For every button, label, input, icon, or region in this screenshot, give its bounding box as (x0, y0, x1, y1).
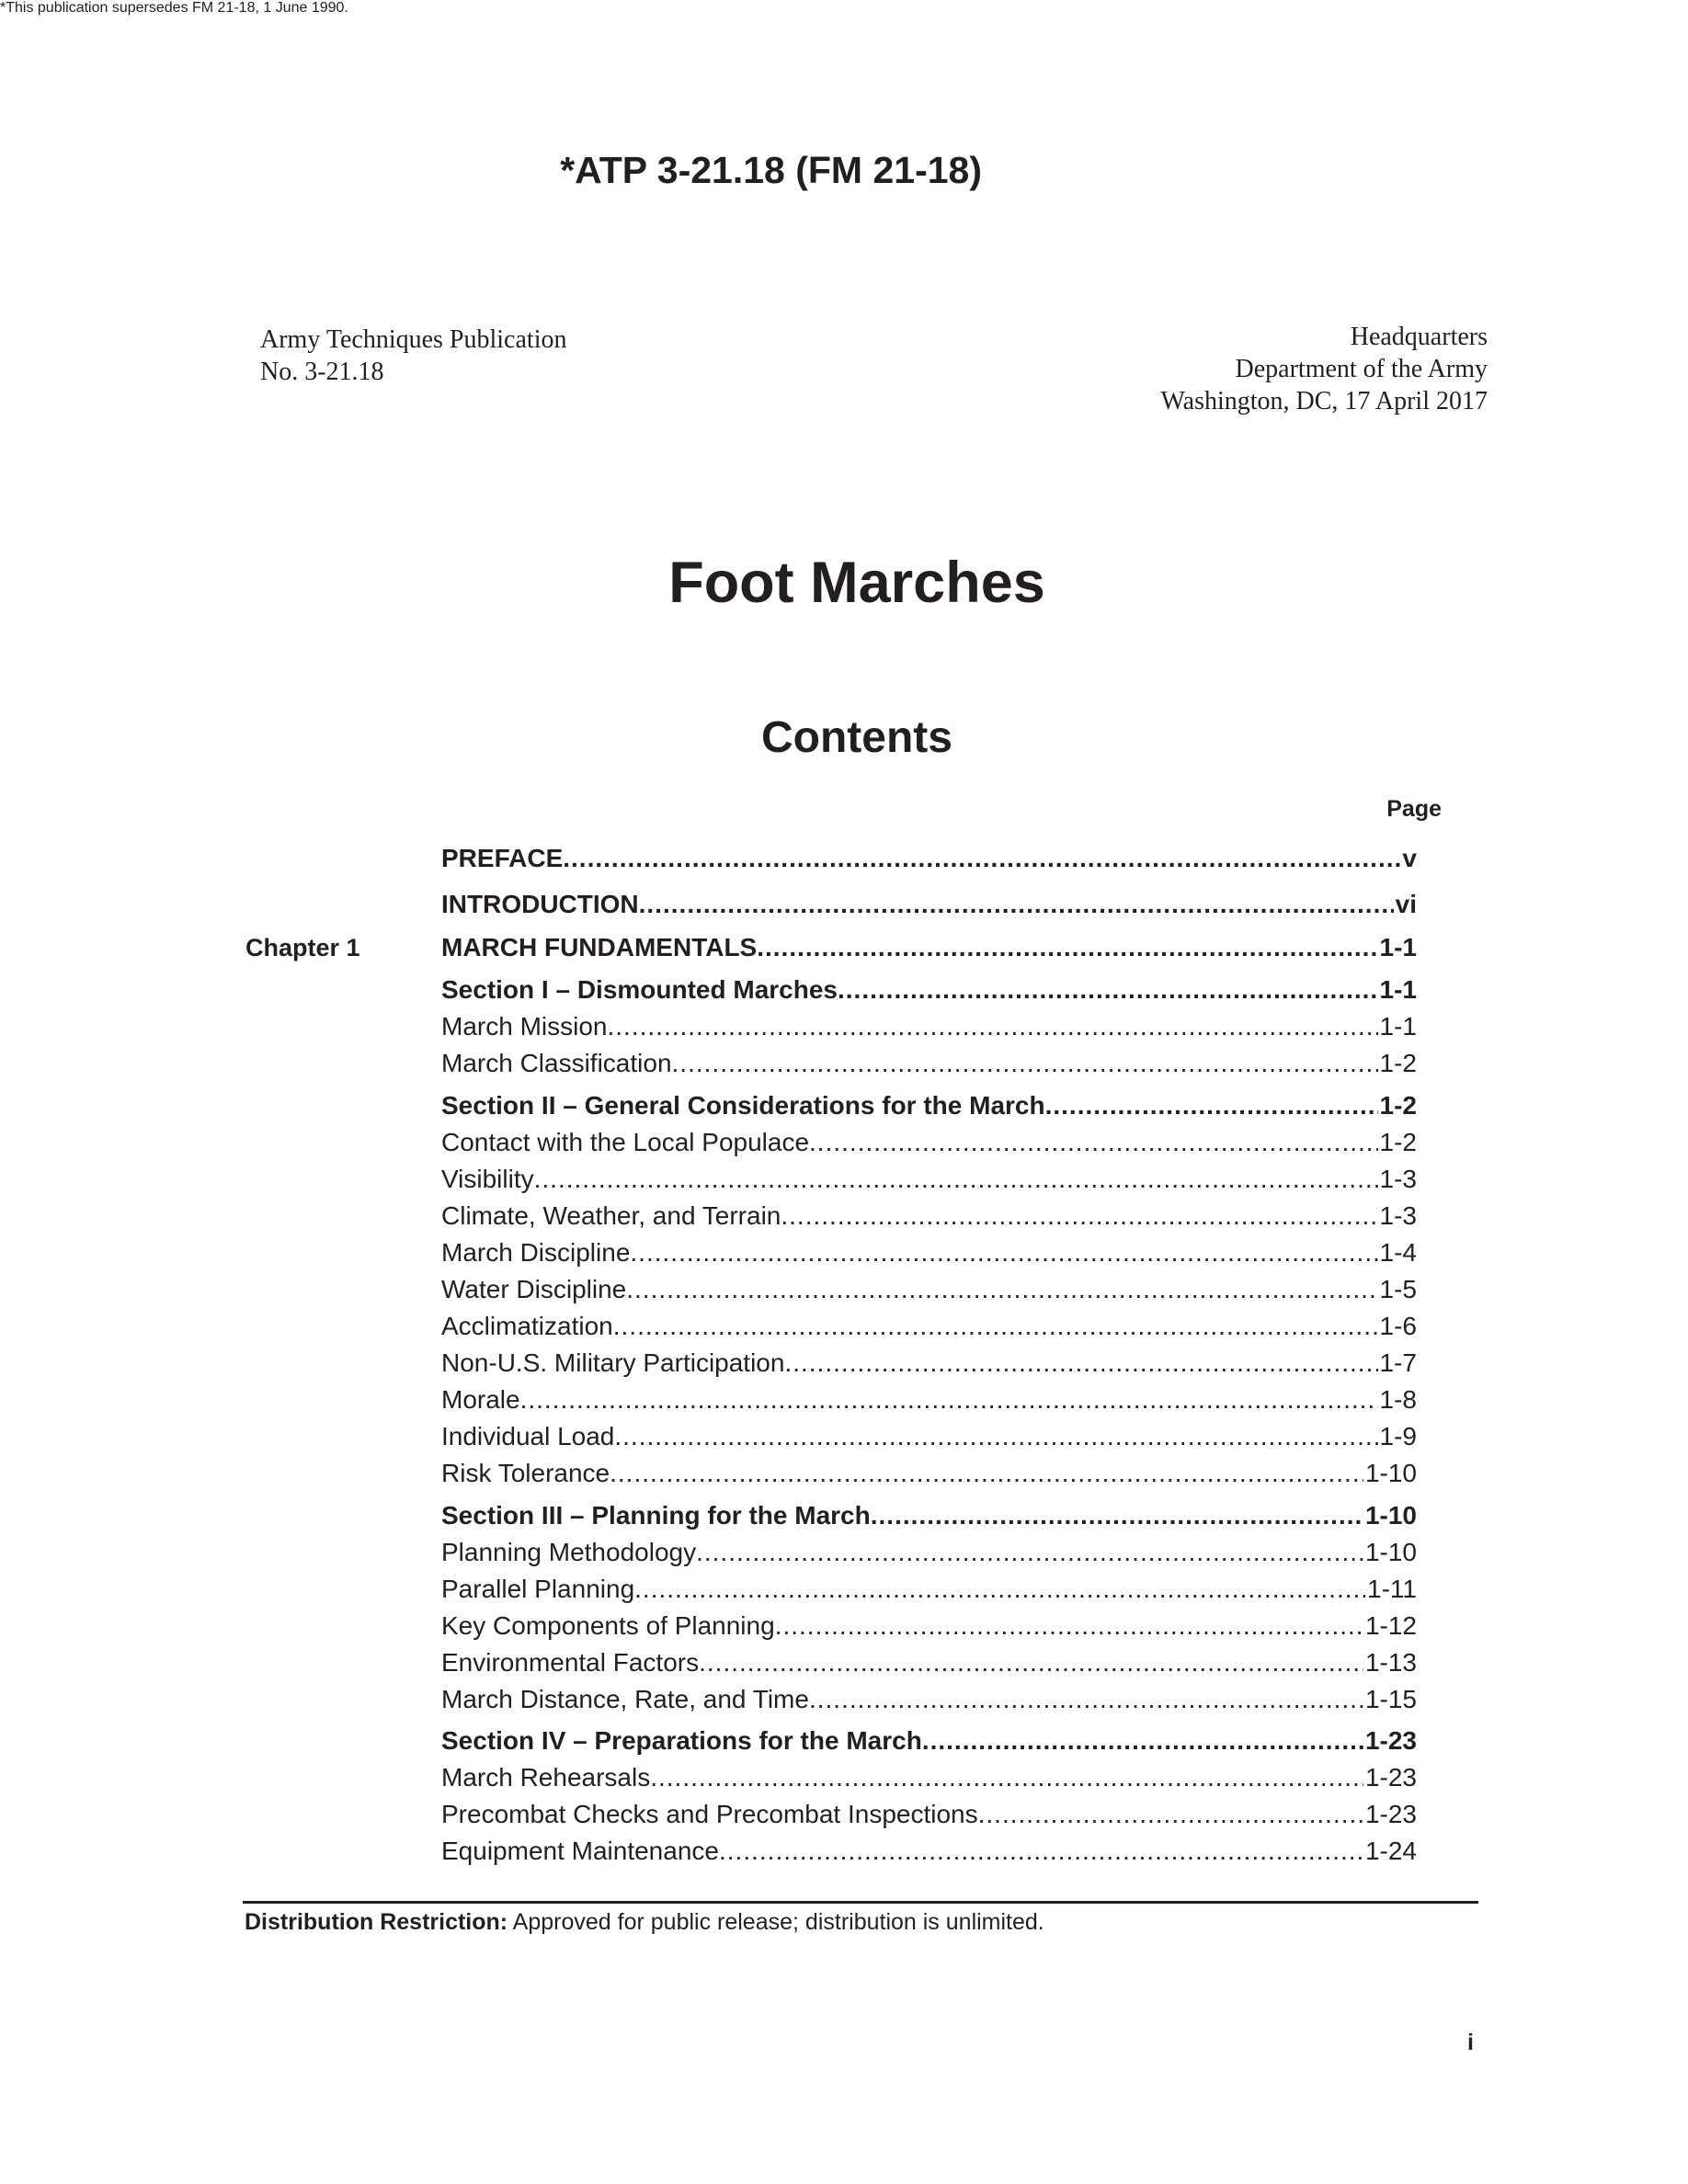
toc-entry-label: Water Discipline (441, 1275, 627, 1303)
dot-leader (757, 929, 1377, 966)
toc-entry-label: Section III – Planning for the March (441, 1501, 871, 1530)
page-number: i (1467, 2030, 1474, 2055)
toc-entry-page: 1-2 (1379, 1091, 1417, 1120)
dot-leader (719, 1833, 1363, 1870)
toc-entry-page: 1-5 (1379, 1275, 1417, 1303)
dot-leader (775, 1608, 1363, 1644)
toc-entry[interactable] (441, 1045, 1417, 1082)
dot-leader (809, 1124, 1378, 1161)
dot-leader (626, 1271, 1377, 1308)
toc-entry-page: 1-11 (1367, 1575, 1417, 1603)
toc-entry-label: Equipment Maintenance (441, 1837, 719, 1865)
toc-entry-label: Section II – General Considerations for the March (441, 1091, 1045, 1120)
toc-entry[interactable] (441, 1723, 1417, 1759)
dot-leader (1045, 1087, 1378, 1124)
toc-entry[interactable] (441, 1087, 1417, 1124)
dot-leader (534, 1161, 1378, 1198)
toc-entry[interactable] (441, 972, 1417, 1008)
toc-entry-page: 1-13 (1364, 1648, 1417, 1677)
toc-entry-label: MARCH FUNDAMENTALS (441, 933, 758, 961)
toc-entry-page: 1-10 (1364, 1501, 1417, 1530)
toc-entry[interactable] (441, 1271, 1417, 1308)
toc-entry-label: Precombat Checks and Precombat Inspections (441, 1800, 978, 1828)
dot-leader (838, 972, 1378, 1008)
toc-entry-label: Section I – Dismounted Marches (441, 975, 838, 1004)
dot-leader (614, 1418, 1377, 1455)
toc-entry[interactable] (441, 1124, 1417, 1161)
dot-leader (607, 1008, 1377, 1045)
dot-leader (630, 1234, 1377, 1271)
toc-entry-page: v (1402, 844, 1417, 872)
footer-divider (243, 1901, 1478, 1904)
dot-leader (696, 1534, 1363, 1571)
toc-entry[interactable] (441, 1534, 1417, 1571)
toc-entry-label: March Mission (441, 1012, 608, 1041)
dot-leader (781, 1198, 1377, 1234)
toc-entry[interactable] (441, 1198, 1417, 1234)
toc-entry-label: March Distance, Rate, and Time (441, 1685, 809, 1713)
toc-entry[interactable] (441, 1455, 1417, 1492)
toc-entry-page: 1-10 (1364, 1538, 1417, 1566)
toc-entry-page: 1-23 (1364, 1763, 1417, 1792)
toc-entry[interactable] (441, 1418, 1417, 1455)
dot-leader (809, 1681, 1363, 1718)
publication-type: Army Techniques Publication (260, 325, 567, 354)
toc-entry-page: 1-1 (1379, 975, 1417, 1004)
toc-entry[interactable] (441, 1759, 1417, 1796)
toc-entry[interactable] (441, 1497, 1417, 1534)
toc-entry[interactable] (441, 840, 1417, 877)
toc-entry[interactable] (441, 1833, 1417, 1870)
dot-leader (650, 1759, 1363, 1796)
dot-leader (520, 1382, 1378, 1418)
toc-entry[interactable] (441, 1161, 1417, 1198)
toc-entry[interactable] (441, 1308, 1417, 1345)
toc-entry-label: March Discipline (441, 1238, 631, 1267)
toc-entry-label: Climate, Weather, and Terrain (441, 1201, 781, 1230)
toc-entry-label: Planning Methodology (441, 1538, 697, 1566)
page-column-label: Page (1386, 796, 1442, 822)
toc-entry-label: Environmental Factors (441, 1648, 700, 1677)
toc-entry-page: 1-24 (1364, 1837, 1417, 1865)
toc-entry-label: Non-U.S. Military Participation (441, 1348, 785, 1377)
dot-leader (784, 1345, 1377, 1382)
toc-entry-label: March Rehearsals (441, 1763, 651, 1792)
toc-entry[interactable] (441, 1008, 1417, 1045)
chapter-label: Chapter 1 (245, 934, 360, 961)
toc-entry-page: 1-3 (1379, 1165, 1417, 1193)
document-title: Foot Marches (668, 551, 1045, 615)
toc-entry-page: vi (1395, 890, 1417, 918)
dot-leader (699, 1644, 1363, 1681)
location-date-line: Washington, DC, 17 April 2017 (1160, 387, 1488, 415)
toc-entry[interactable] (441, 1608, 1417, 1644)
toc-entry-label: Parallel Planning (441, 1575, 635, 1603)
toc-entry-label: Section IV – Preparations for the March (441, 1726, 922, 1755)
toc-entry-page: 1-4 (1379, 1238, 1417, 1267)
headquarters-line: Headquarters (1350, 323, 1488, 351)
dot-leader (634, 1571, 1365, 1608)
toc-entry-page: 1-6 (1379, 1312, 1417, 1340)
dot-leader (978, 1796, 1363, 1833)
contents-heading: Contents (761, 713, 952, 762)
toc-entry[interactable] (441, 1345, 1417, 1382)
dot-leader (610, 1455, 1363, 1492)
toc-entry-page: 1-8 (1379, 1385, 1417, 1414)
toc-entry-page: 1-2 (1379, 1049, 1417, 1077)
toc-entry-label: Individual Load (441, 1422, 615, 1450)
toc-entry-label: Morale (441, 1385, 520, 1414)
department-line: Department of the Army (1235, 355, 1488, 383)
distribution-text: Approved for public release; distribution is unlimited. (508, 1909, 1044, 1935)
toc-entry[interactable] (441, 1571, 1417, 1608)
dot-leader (639, 886, 1394, 923)
publication-number: No. 3-21.18 (260, 358, 384, 386)
supersedes-note: *This publication supersedes FM 21-18, 1 June 1990. (0, 0, 348, 16)
toc-entry-page: 1-2 (1379, 1128, 1417, 1156)
toc-entry-page: 1-9 (1379, 1422, 1417, 1450)
toc-entry[interactable] (441, 1796, 1417, 1833)
toc-entry[interactable] (441, 1382, 1417, 1418)
toc-entry[interactable] (441, 886, 1417, 923)
dot-leader (613, 1308, 1378, 1345)
toc-entry-page: 1-23 (1364, 1726, 1417, 1755)
toc-entry-label: Visibility (441, 1165, 534, 1193)
toc-entry[interactable] (441, 929, 1417, 966)
toc-entry-page: 1-10 (1364, 1459, 1417, 1487)
dot-leader (563, 840, 1400, 877)
toc-entry-label: March Classification (441, 1049, 672, 1077)
dot-leader (922, 1723, 1363, 1759)
toc-entry-label: Contact with the Local Populace (441, 1128, 810, 1156)
toc-entry[interactable] (441, 1681, 1417, 1718)
toc-entry[interactable] (441, 1234, 1417, 1271)
toc-entry-page: 1-23 (1364, 1800, 1417, 1828)
toc-entry-page: 1-7 (1379, 1348, 1417, 1377)
toc-entry[interactable] (441, 1644, 1417, 1681)
distribution-label: Distribution Restriction: (245, 1909, 508, 1935)
toc-entry-page: 1-3 (1379, 1201, 1417, 1230)
toc-entry-page: 1-1 (1379, 1012, 1417, 1041)
dot-leader (871, 1497, 1363, 1534)
dot-leader (672, 1045, 1378, 1082)
toc-entry-page: 1-1 (1379, 933, 1417, 961)
toc-entry-page: 1-15 (1364, 1685, 1417, 1713)
distribution-restriction (245, 1909, 1044, 1936)
toc-entry-label: INTRODUCTION (441, 890, 639, 918)
toc-entry-label: Key Components of Planning (441, 1611, 775, 1640)
toc-entry-label: PREFACE (441, 844, 564, 872)
document-code: *ATP 3-21.18 (FM 21-18) (560, 149, 982, 191)
toc-entry-page: 1-12 (1364, 1611, 1417, 1640)
toc-entry-label: Acclimatization (441, 1312, 613, 1340)
toc-entry-label: Risk Tolerance (441, 1459, 610, 1487)
